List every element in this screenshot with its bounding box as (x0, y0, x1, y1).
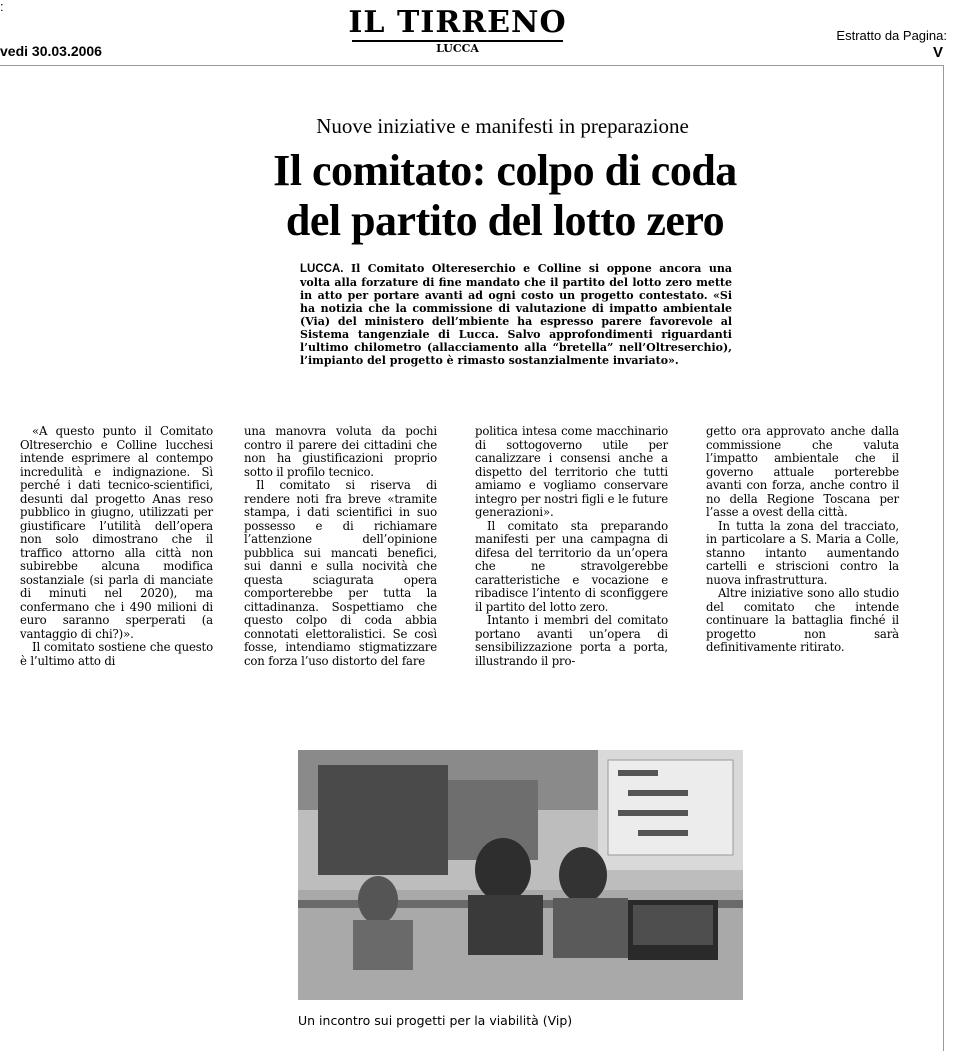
photo-caption: Un incontro sui progetti per la viabilità (Vip) (298, 1013, 573, 1028)
paragraph: Intanto i membri del comitato portano avanti un’opera di sensibilizzazione porta a porta, illustrando il pro- (475, 613, 668, 668)
masthead-title: IL TIRRENO (348, 5, 567, 40)
frame-top-rule (0, 65, 944, 66)
issue-date: vedi 30.03.2006 (0, 43, 102, 59)
article-photo (298, 750, 743, 1000)
masthead-edition: LUCCA (436, 42, 479, 55)
paragraph: «A questo punto il Comitato Oltreserchio e Colline lucchesi intende esprimere al contempo incredulità e indignazione. Sì perché i dati tecnico-scientifici, desunti dal progetto Anas reso pubblico in giugno, utilizzati per giustificare l’utilità dell’opera non solo dimostrano che il traffico attorno alla città non subirebbe alcuna modifica sostanziale (si parla di manciate di minuti nel 2020), ma confermano che i 490 milioni di euro saranno sperperati (a vantaggio di chi?)». (20, 424, 213, 641)
lead-text: Il Comitato Oltereserchio e Colline si oppone ancora una volta alla forzature di fine mandato che il partito del lotto zero mette in atto per portare avanti ad ogni costo un progetto contestato. «Si ha notizia che la commissione di valutazione di impatto ambientale (Via) del ministero dell’mbiente ha espresso parere favorevole al Sistema tangenziale di Lucca. Salvo approfondimenti riguardanti l’ultimo chilometro (allacciamento alla “bretella” nell’Oltreserchio), l’impianto del progetto è rimasto sostanzialmente invariato». (300, 262, 732, 367)
body-column-3 (475, 425, 668, 668)
page-extract-label: Estratto da Pagina: (836, 28, 947, 43)
paragraph: politica intesa come macchinario di sottogoverno utile per canalizzare i consensi anche a dispetto del territorio che tutti amiamo e vogliamo conservare integro per nostri figli e le future generazioni». (475, 424, 668, 519)
page-extract-number: V (932, 44, 943, 61)
header-fragment: : (0, 0, 4, 14)
meeting-photo-illustration (298, 750, 743, 1000)
paragraph: Il comitato sta preparando manifesti per una campagna di difesa del territorio da un’opera che ne stravolgerebbe caratteristiche e vocazione e ribadisce l’intento di sconfiggere il partito del lotto zero. (475, 518, 668, 614)
paragraph: Il comitato sostiene che questo è l’ultimo atto di (20, 640, 213, 668)
body-column-4 (706, 425, 899, 655)
lead-dateline: LUCCA. (300, 263, 344, 275)
headline-line-2: del partito del lotto zero (285, 196, 725, 245)
paragraph: getto ora approvato anche dalla commissione che valuta l’impatto ambientale che il governo attuale porterebbe avanti con forza, anche contro il no della Regione Toscana per l’asse a ovest della città. (706, 424, 899, 519)
masthead (330, 5, 585, 56)
headline-line-1: Il comitato: colpo di coda (273, 146, 737, 195)
article-headline (210, 146, 800, 246)
paragraph: Altre iniziative sono allo studio del comitato che intende continuare la battaglia finché il progetto non sarà definitivamente ritirato. (706, 586, 899, 654)
article-kicker: Nuove iniziative e manifesti in preparazione (316, 114, 689, 138)
paragraph: Il comitato si riserva di rendere noti fra breve «tramite stampa, i dati scientifici in suo possesso e di richiamare l’attenzione dell’opinione pubblica sui mancati benefici, sui danni e sulla nocività che questa sciagurata opera comporterebbe per tutta la cittadinanza. Sospettiamo che questo colpo di coda abbia connotati elettoralistici. Se così fosse, intendiamo stigmatizzare con forza l’uso distorto del fare (244, 478, 437, 668)
frame-right-rule (943, 65, 944, 1051)
body-column-1 (20, 425, 213, 668)
paragraph: In tutta la zona del tracciato, in particolare a S. Maria a Colle, stanno intanto aumentando cartelli e striscioni contro la nuova infrastruttura. (706, 518, 899, 587)
body-column-2 (244, 425, 437, 668)
paragraph: una manovra voluta da pochi contro il parere dei cittadini che non ha giustificazioni proprio sotto il profilo tecnico. (244, 424, 437, 479)
article-lead (300, 262, 732, 367)
